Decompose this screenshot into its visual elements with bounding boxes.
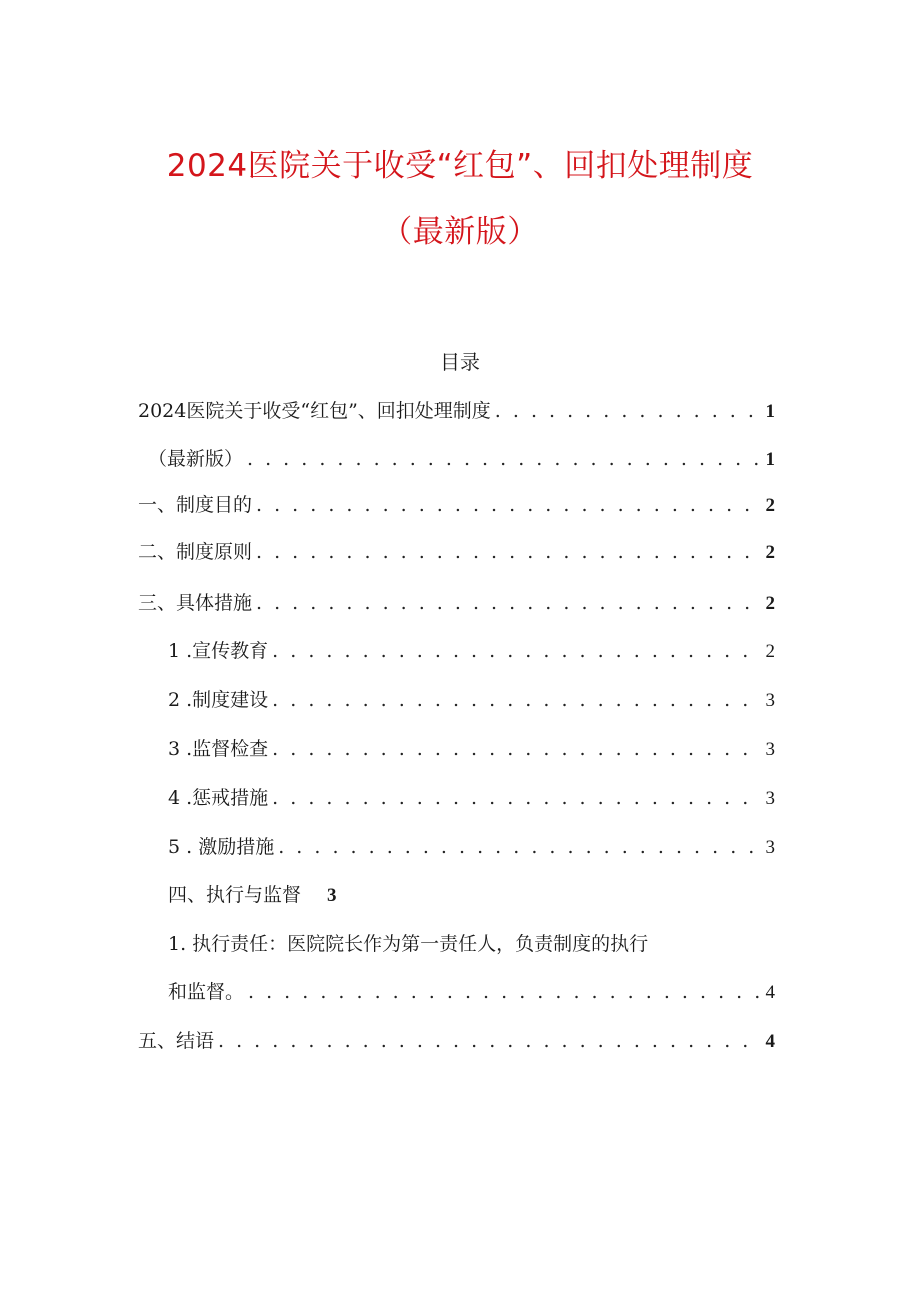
toc-leader-dots	[272, 738, 761, 760]
toc-entry-subtitle[interactable]	[148, 444, 775, 472]
toc-entry-section-3[interactable]	[138, 588, 775, 616]
toc-entry-label: 1. 执行责任：医院院长作为第一责任人，负责制度的执行	[168, 933, 649, 955]
toc-entry-label: 四、执行与监督	[168, 884, 302, 906]
toc-leader-dots	[495, 400, 762, 422]
toc-leader-dots	[272, 689, 761, 711]
toc-entry-page: 3	[765, 690, 775, 711]
toc-entry-page: 3	[765, 837, 775, 858]
toc-leader-dots	[272, 787, 761, 809]
toc-entry-label: 2 .制度建设	[168, 689, 269, 711]
toc-entry-3-1[interactable]	[168, 636, 775, 664]
toc-entry-3-2[interactable]	[168, 685, 775, 713]
toc-entry-page: 3	[765, 788, 775, 809]
toc-leader-dots	[248, 981, 761, 1003]
toc-entry-page: 4	[765, 1031, 775, 1052]
toc-entry-label: 三、具体措施	[138, 592, 253, 614]
toc-entry-label: 4 .惩戒措施	[168, 787, 269, 809]
toc-entry-label: 2024医院关于收受“红包”、回扣处理制度	[138, 400, 491, 422]
toc-entry-label: 1 .宣传教育	[168, 640, 269, 662]
toc-entry-page: 2	[765, 641, 775, 662]
toc-entry-label: 一、制度目的	[138, 494, 253, 516]
toc-entry-section-5[interactable]	[138, 1026, 775, 1054]
toc-entry-3-5[interactable]	[168, 832, 775, 860]
toc-leader-dots	[256, 541, 761, 563]
toc-entry-label: （最新版）	[148, 448, 244, 470]
toc-entry-page: 1	[765, 449, 775, 470]
toc-leader-dots	[278, 836, 761, 858]
toc-entry-page: 4	[765, 982, 775, 1003]
toc-entry-section-2[interactable]	[138, 537, 775, 565]
toc-entry-page: 2	[765, 495, 775, 516]
toc-leader-dots	[247, 448, 761, 470]
document-title: 2024医院关于收受“红包”、回扣处理制度	[166, 148, 754, 184]
toc-entry-3-3[interactable]	[168, 734, 775, 762]
toc-entry-title[interactable]	[138, 396, 775, 424]
toc-leader-dots	[218, 1030, 761, 1052]
toc-entry-label: 5 . 激励措施	[168, 836, 275, 858]
document-subtitle: （最新版）	[381, 214, 539, 250]
toc-entry-page: 1	[765, 401, 775, 422]
toc-entry-page: 3	[765, 739, 775, 760]
toc-entry-page: 2	[765, 593, 775, 614]
toc-entry-3-4[interactable]	[168, 783, 775, 811]
toc-entry-4-1-line2[interactable]	[168, 977, 775, 1005]
toc-entry-label: 3 .监督检查	[168, 738, 269, 760]
toc-leader-dots	[272, 640, 761, 662]
toc-entry-section-1[interactable]	[138, 490, 775, 518]
toc-leader-dots	[256, 592, 761, 614]
toc-entry-4-1-line1[interactable]	[168, 929, 648, 956]
toc-entry-page: 3	[327, 885, 337, 906]
toc-entry-label: 和监督。	[168, 981, 245, 1003]
toc-entry-section-4[interactable]	[168, 880, 337, 907]
toc-leader-dots	[256, 494, 761, 516]
toc-entry-label: 五、结语	[138, 1030, 215, 1052]
toc-entry-page: 2	[765, 542, 775, 563]
toc-entry-label: 二、制度原则	[138, 541, 253, 563]
toc-heading: 目录	[440, 350, 480, 374]
